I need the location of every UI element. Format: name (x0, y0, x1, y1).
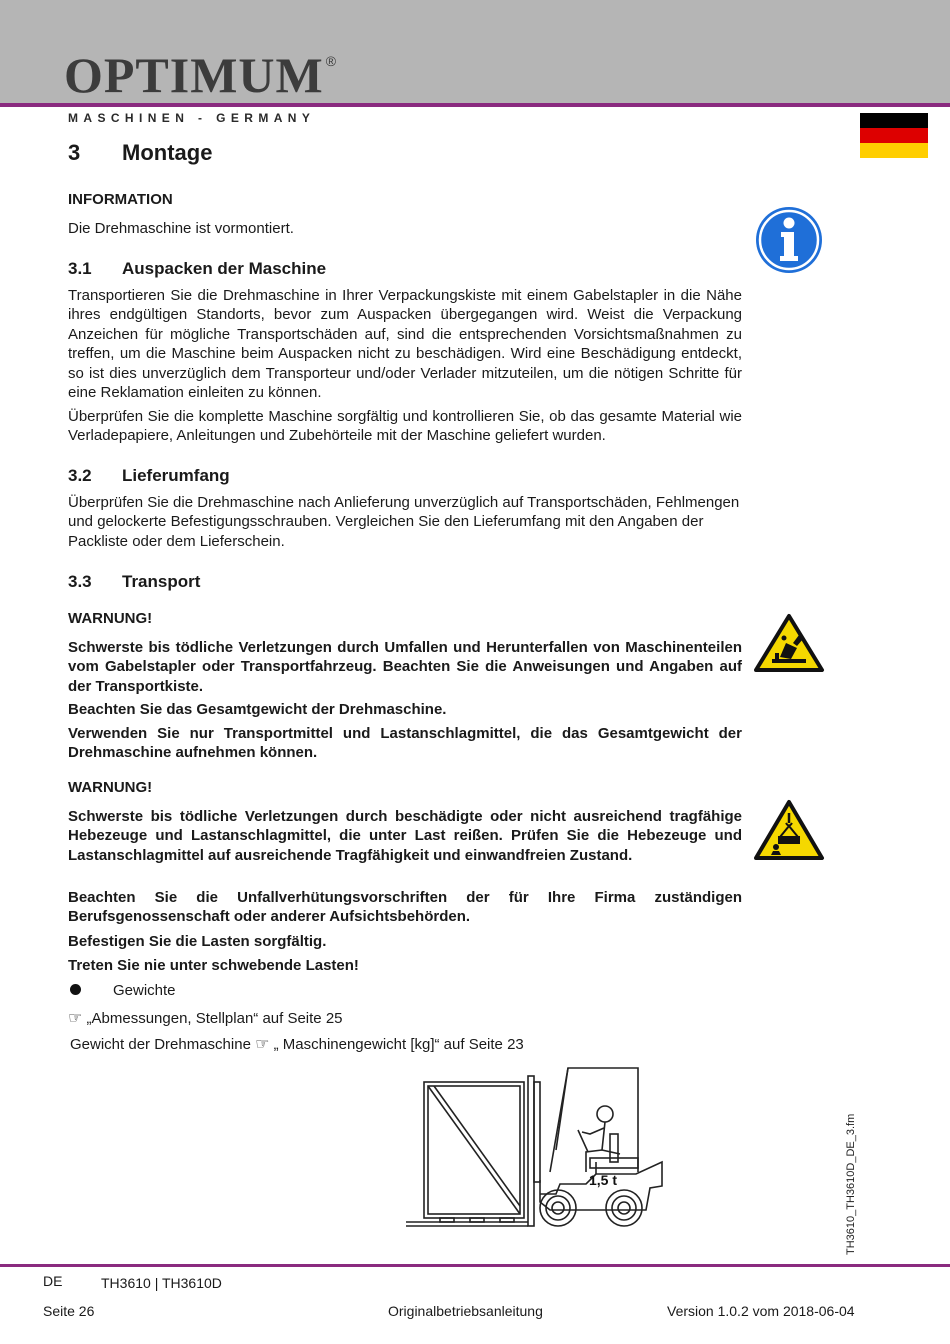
flag-stripe-red (860, 128, 928, 143)
load-capacity-label: 1,5 t (589, 1172, 618, 1188)
optimum-logo (64, 47, 338, 103)
suspended-load-warning-icon (753, 799, 825, 861)
information-icon (755, 206, 823, 274)
cross-reference-text: „ Maschinengewicht [kg]“ auf Seite (273, 1036, 503, 1053)
chapter-heading (68, 140, 212, 166)
warning-text-regulations: Beachten Sie die Unfallverhütungsvorschriften der für Ihre Firma zuständigen Berufsgenossenschaft oder anderer Aufsichtsbehörden. (68, 889, 742, 926)
section-title: Lieferumfang (122, 466, 230, 485)
cross-reference-dimensions[interactable] (68, 1008, 343, 1027)
falling-parts-warning-icon (753, 613, 825, 673)
section-title: Transport (122, 572, 201, 591)
section-heading-3-1 (68, 259, 326, 279)
paragraph-check-machine: Überprüfen Sie die komplette Maschine sorgfältig und kontrollieren Sie, ob das gesamte Material wie Verladepapiere, Anleitungen und Zubehörteile mit der Maschine geliefert wurden. (68, 408, 742, 445)
cross-reference-page: 23 (507, 1036, 524, 1053)
chapter-number: 3 (68, 140, 81, 165)
warning-heading: WARNUNG! (68, 779, 153, 796)
logo-text: OPTIMUM (64, 47, 324, 103)
footer-document-type: Originalbetriebsanleitung (388, 1303, 543, 1319)
bullet-dot-icon (70, 984, 81, 995)
warning-text-tipping: Schwerste bis tödliche Verletzungen durch Umfallen und Herunterfallen von Maschinenteilen vom Gabelstapler oder Transportfahrzeug. Beachten Sie die Anweisungen und Angaben auf der Transportkiste. (68, 639, 742, 695)
footer-version: Version 1.0.2 vom 2018-06-04 (667, 1303, 855, 1319)
footer-divider (0, 1264, 950, 1267)
logo-tagline: MASCHINEN - GERMANY (68, 111, 316, 125)
footer-page-number: Seite 26 (43, 1303, 95, 1319)
pointing-hand-icon: ☞ (255, 1034, 270, 1053)
document-file-id: TH3610_TH3610D_DE_3.fm (845, 1113, 857, 1255)
flag-stripe-gold (860, 143, 928, 158)
cross-reference-text: „Abmessungen, Stellplan“ auf Seite 25 (86, 1010, 343, 1027)
paragraph-scope-of-delivery: Überprüfen Sie die Drehmaschine nach Anlieferung unverzüglich auf Transportschäden, Fehlmengen und gelockerte Befestigungsschrauben. Vergleichen Sie den Lieferumfang mit den Angaben der Packliste oder dem Lieferschein. (68, 494, 740, 550)
warning-text-transport-means: Verwenden Sie nur Transportmittel und Lastanschlagmittel, die das Gesamtgewicht der Drehmaschine aufnehmen können. (68, 725, 742, 762)
german-flag-icon (860, 113, 928, 158)
warning-heading: WARNUNG! (68, 610, 153, 627)
paragraph-unpacking: Transportieren Sie die Drehmaschine in Ihrer Verpackungskiste mit einem Gabelstapler in die Nähe ihres endgültigen Standorts, bevor zum Auspacken übergegangen wird. Weist die Verpackung Anzeichen für mögliche Transportschäden auf, sind die entsprechenden Vorsichtsmaßnahmen zu treffen, um die Maschine beim Auspacken nicht zu beschädigen. Wird eine Beschädigung entdeckt, so ist dies unverzüglich dem Transporteur und/oder Verlader mitzuteilen, um die nötigen Schritte für eine Reklamation einleiten zu können. (68, 287, 742, 402)
flag-stripe-black (860, 113, 928, 128)
logo-registered-mark: ® (325, 53, 338, 69)
section-number: 3.1 (68, 259, 92, 278)
section-title: Auspacken der Maschine (122, 259, 327, 278)
section-number: 3.2 (68, 466, 92, 485)
footer-model: TH3610 | TH3610D (101, 1275, 222, 1291)
header-divider (0, 103, 950, 107)
info-heading: INFORMATION (68, 191, 173, 208)
cross-reference-prefix: Gewicht der Drehmaschine (70, 1036, 251, 1053)
warning-text-suspended-loads: Treten Sie nie unter schwebende Lasten! (68, 957, 359, 974)
warning-text-secure-loads: Befestigen Sie die Lasten sorgfältig. (68, 933, 327, 950)
list-item-weights (68, 982, 176, 999)
section-number: 3.3 (68, 572, 92, 591)
info-text: Die Drehmaschine ist vormontiert. (68, 220, 294, 237)
pointing-hand-icon: ☞ (68, 1008, 83, 1027)
footer-language: DE (43, 1273, 63, 1289)
warning-text-total-weight: Beachten Sie das Gesamtgewicht der Drehmaschine. (68, 701, 447, 718)
list-item-label: Gewichte (113, 982, 176, 999)
warning-text-lifting-gear: Schwerste bis tödliche Verletzungen durch beschädigte oder nicht ausreichend tragfähige Hebezeuge und Lastanschlagmittel, die unter Last reißen. Prüfen Sie die Hebezeuge und Lastanschlagmittel auf ausreichende Tragfähigkeit und einwandfreien Zustand. (68, 808, 742, 864)
forklift-transport-figure (400, 1062, 670, 1232)
section-heading-3-2 (68, 466, 230, 486)
section-heading-3-3 (68, 572, 200, 592)
chapter-title: Montage (122, 140, 213, 165)
cross-reference-machine-weight[interactable] (70, 1034, 524, 1053)
